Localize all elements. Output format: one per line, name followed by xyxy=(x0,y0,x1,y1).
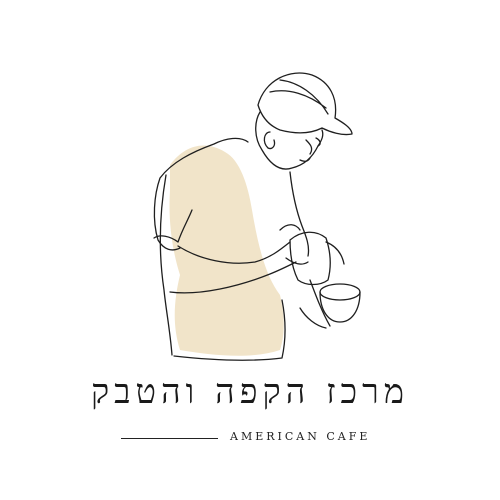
cup-rim xyxy=(320,284,360,300)
cafe-tagline: AMERICAN CAFE xyxy=(230,430,371,443)
cafe-name-hebrew: מרכז הקפה והטבק xyxy=(90,372,410,412)
pitcher xyxy=(290,232,330,284)
ear xyxy=(264,132,274,149)
face-details xyxy=(300,138,320,161)
tagline-row xyxy=(0,428,500,448)
second-hand xyxy=(300,280,330,328)
cap-seam xyxy=(270,80,328,114)
barista-illustration xyxy=(130,60,380,370)
chest-line xyxy=(290,172,309,256)
tagline-divider xyxy=(121,438,218,439)
cap-outline xyxy=(258,73,352,135)
